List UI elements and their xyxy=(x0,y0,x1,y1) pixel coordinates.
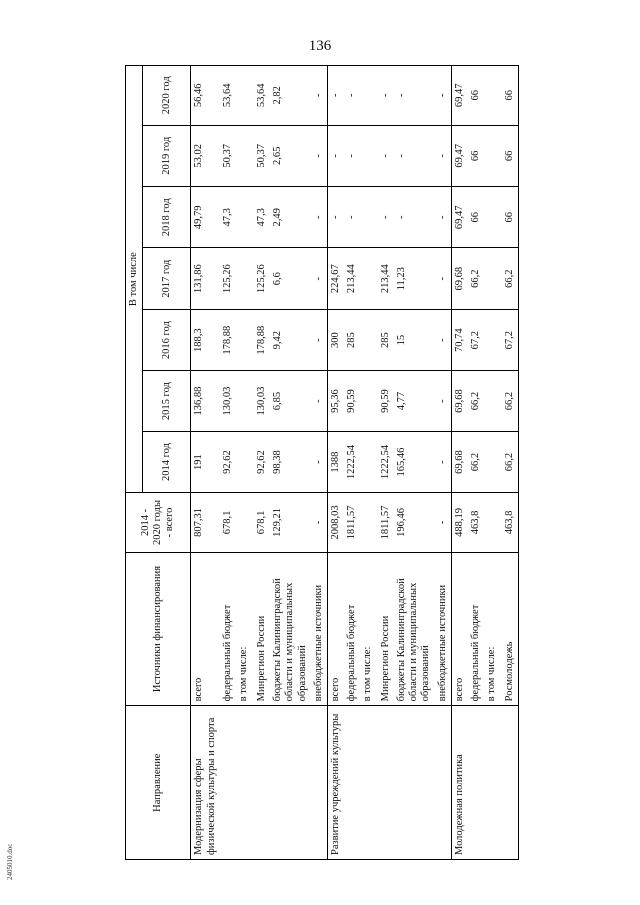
value-cell: 70,74 xyxy=(451,309,468,370)
value-cell: 47,3 xyxy=(220,187,236,248)
value-cell xyxy=(236,309,254,370)
table-row xyxy=(327,66,344,860)
value-cell: - xyxy=(344,66,360,126)
value-cell: 66,2 xyxy=(502,248,519,309)
value-cell: 129,21 xyxy=(270,493,310,552)
value-cell: 131,86 xyxy=(191,248,221,309)
header-year: 2014 год xyxy=(143,431,191,492)
value-cell: 125,26 xyxy=(220,248,236,309)
direction-cell xyxy=(435,706,452,860)
direction-cell xyxy=(270,706,310,860)
value-cell xyxy=(236,431,254,492)
value-cell: - xyxy=(435,66,452,126)
header-including: В том числе xyxy=(126,66,143,493)
value-cell xyxy=(236,248,254,309)
value-cell: 66,2 xyxy=(502,371,519,431)
value-cell: - xyxy=(311,66,328,126)
value-cell: 4,77 xyxy=(394,371,434,431)
header-year: 2017 год xyxy=(143,248,191,309)
value-cell: 69,68 xyxy=(451,431,468,492)
table-row xyxy=(468,66,484,860)
table-row xyxy=(344,66,360,860)
value-cell: - xyxy=(327,125,344,186)
rotated-table-container xyxy=(125,65,640,860)
value-cell: 53,02 xyxy=(191,125,221,186)
direction-cell xyxy=(220,706,236,860)
value-cell: 98,38 xyxy=(270,431,310,492)
source-cell: федеральный бюджет xyxy=(220,552,236,706)
value-cell: - xyxy=(435,248,452,309)
direction-cell xyxy=(394,706,434,860)
table-row xyxy=(191,66,221,860)
value-cell: 6,6 xyxy=(270,248,310,309)
value-cell xyxy=(236,371,254,431)
value-cell: 95,36 xyxy=(327,371,344,431)
table-row xyxy=(502,66,519,860)
value-cell: 488,19 xyxy=(451,493,468,552)
direction-cell xyxy=(254,706,270,860)
value-cell: 66 xyxy=(502,66,519,126)
source-cell: Росмолодежь xyxy=(502,552,519,706)
footer-doc-code: 2405010.doc xyxy=(6,843,14,880)
value-cell: 50,37 xyxy=(254,125,270,186)
value-cell xyxy=(484,66,502,126)
value-cell: - xyxy=(435,493,452,552)
header-year: 2016 год xyxy=(143,309,191,370)
table-row xyxy=(236,66,254,860)
value-cell: 69,47 xyxy=(451,125,468,186)
table-body xyxy=(191,66,519,860)
value-cell: 136,88 xyxy=(191,371,221,431)
value-cell: 90,59 xyxy=(344,371,360,431)
value-cell: 2,65 xyxy=(270,125,310,186)
source-cell: в том числе: xyxy=(360,552,378,706)
value-cell xyxy=(360,493,378,552)
value-cell: 49,79 xyxy=(191,187,221,248)
header-total: 2014 - 2020 годы - всего xyxy=(126,493,191,552)
source-cell: Минрегион России xyxy=(378,552,394,706)
value-cell: - xyxy=(311,493,328,552)
header-year: 2019 год xyxy=(143,125,191,186)
value-cell: 130,03 xyxy=(254,371,270,431)
table-row xyxy=(451,66,468,860)
value-cell: 463,8 xyxy=(468,493,484,552)
header-year: 2020 год xyxy=(143,66,191,126)
source-cell: бюджеты Калининградской области и муниципальных образований xyxy=(394,552,434,706)
value-cell xyxy=(360,309,378,370)
value-cell: 213,44 xyxy=(378,248,394,309)
value-cell: 67,2 xyxy=(468,309,484,370)
value-cell: 178,88 xyxy=(254,309,270,370)
value-cell xyxy=(484,371,502,431)
value-cell: 67,2 xyxy=(502,309,519,370)
direction-cell: Молодежная политика xyxy=(451,706,468,860)
value-cell xyxy=(484,493,502,552)
value-cell: - xyxy=(435,309,452,370)
value-cell: 285 xyxy=(344,309,360,370)
value-cell: 92,62 xyxy=(220,431,236,492)
table-row xyxy=(220,66,236,860)
value-cell xyxy=(236,125,254,186)
value-cell: - xyxy=(394,187,434,248)
direction-cell xyxy=(468,706,484,860)
direction-cell xyxy=(484,706,502,860)
value-cell xyxy=(360,125,378,186)
source-cell: Минрегион России xyxy=(254,552,270,706)
value-cell: - xyxy=(378,187,394,248)
value-cell: 188,3 xyxy=(191,309,221,370)
value-cell xyxy=(236,66,254,126)
value-cell: 69,47 xyxy=(451,187,468,248)
source-cell: всего xyxy=(327,552,344,706)
value-cell xyxy=(484,431,502,492)
value-cell: 53,64 xyxy=(220,66,236,126)
value-cell: 1811,57 xyxy=(378,493,394,552)
value-cell: 130,03 xyxy=(220,371,236,431)
table-row xyxy=(360,66,378,860)
value-cell: 92,62 xyxy=(254,431,270,492)
value-cell: 1388 xyxy=(327,431,344,492)
value-cell: - xyxy=(311,309,328,370)
direction-cell xyxy=(236,706,254,860)
value-cell: 15 xyxy=(394,309,434,370)
value-cell xyxy=(360,248,378,309)
table-row xyxy=(394,66,434,860)
source-cell: всего xyxy=(191,552,221,706)
value-cell: 2,49 xyxy=(270,187,310,248)
value-cell: - xyxy=(327,187,344,248)
value-cell: - xyxy=(378,125,394,186)
value-cell: 66 xyxy=(468,66,484,126)
value-cell: 1222,54 xyxy=(378,431,394,492)
direction-cell xyxy=(311,706,328,860)
value-cell xyxy=(484,309,502,370)
header-year: 2018 год xyxy=(143,187,191,248)
value-cell: - xyxy=(344,187,360,248)
value-cell: 1222,54 xyxy=(344,431,360,492)
value-cell: 9,42 xyxy=(270,309,310,370)
value-cell xyxy=(360,66,378,126)
value-cell: 66 xyxy=(502,187,519,248)
direction-cell xyxy=(360,706,378,860)
value-cell: 1811,57 xyxy=(344,493,360,552)
direction-cell xyxy=(502,706,519,860)
direction-cell: Развитие учреждений культуры xyxy=(327,706,344,860)
value-cell: 66 xyxy=(468,187,484,248)
page-number: 136 xyxy=(308,38,332,54)
value-cell: 56,46 xyxy=(191,66,221,126)
value-cell: 178,88 xyxy=(220,309,236,370)
source-cell: всего xyxy=(451,552,468,706)
table-row xyxy=(254,66,270,860)
value-cell: 6,85 xyxy=(270,371,310,431)
value-cell: 11,23 xyxy=(394,248,434,309)
value-cell xyxy=(484,187,502,248)
value-cell: 69,47 xyxy=(451,66,468,126)
direction-cell xyxy=(344,706,360,860)
value-cell: 66,2 xyxy=(468,371,484,431)
value-cell: 678,1 xyxy=(254,493,270,552)
header-source: Источники финансирования xyxy=(126,552,191,706)
value-cell: - xyxy=(435,371,452,431)
value-cell: 224,67 xyxy=(327,248,344,309)
value-cell: 69,68 xyxy=(451,371,468,431)
value-cell xyxy=(484,248,502,309)
value-cell: - xyxy=(311,125,328,186)
value-cell: - xyxy=(327,66,344,126)
source-cell: внебюджетные источники xyxy=(435,552,452,706)
value-cell: 807,31 xyxy=(191,493,221,552)
source-cell: федеральный бюджет xyxy=(468,552,484,706)
table-row xyxy=(435,66,452,860)
source-cell: в том числе: xyxy=(484,552,502,706)
value-cell: - xyxy=(394,125,434,186)
value-cell: 66 xyxy=(502,125,519,186)
financing-table xyxy=(125,65,519,860)
table-row xyxy=(311,66,328,860)
value-cell: - xyxy=(435,125,452,186)
source-cell: в том числе: xyxy=(236,552,254,706)
source-cell: федеральный бюджет xyxy=(344,552,360,706)
header-direction: Направление xyxy=(126,706,191,860)
value-cell: - xyxy=(311,187,328,248)
value-cell: 66,2 xyxy=(502,431,519,492)
value-cell: 125,26 xyxy=(254,248,270,309)
value-cell: 66,2 xyxy=(468,431,484,492)
value-cell: 2,82 xyxy=(270,66,310,126)
value-cell: 165,46 xyxy=(394,431,434,492)
value-cell: 69,68 xyxy=(451,248,468,309)
value-cell: 678,1 xyxy=(220,493,236,552)
direction-cell xyxy=(378,706,394,860)
value-cell: 285 xyxy=(378,309,394,370)
value-cell xyxy=(236,493,254,552)
value-cell: 50,37 xyxy=(220,125,236,186)
value-cell: - xyxy=(435,187,452,248)
value-cell: - xyxy=(344,125,360,186)
source-cell: внебюджетные источники xyxy=(311,552,328,706)
value-cell: - xyxy=(435,431,452,492)
value-cell: 191 xyxy=(191,431,221,492)
value-cell: 66,2 xyxy=(468,248,484,309)
source-cell: бюджеты Калининградской области и муниципальных образований xyxy=(270,552,310,706)
value-cell: - xyxy=(394,66,434,126)
value-cell: 47,3 xyxy=(254,187,270,248)
value-cell: 463,8 xyxy=(502,493,519,552)
value-cell: 300 xyxy=(327,309,344,370)
value-cell: - xyxy=(311,431,328,492)
value-cell: 53,64 xyxy=(254,66,270,126)
value-cell: - xyxy=(378,66,394,126)
value-cell: 2008,03 xyxy=(327,493,344,552)
value-cell xyxy=(236,187,254,248)
value-cell: 213,44 xyxy=(344,248,360,309)
value-cell xyxy=(484,125,502,186)
value-cell xyxy=(360,187,378,248)
table-row xyxy=(378,66,394,860)
table-row xyxy=(484,66,502,860)
value-cell: 90,59 xyxy=(378,371,394,431)
value-cell: - xyxy=(311,248,328,309)
value-cell xyxy=(360,431,378,492)
value-cell xyxy=(360,371,378,431)
value-cell: 66 xyxy=(468,125,484,186)
direction-cell: Модернизация сферы физической культуры и спорта xyxy=(191,706,221,860)
header-year: 2015 год xyxy=(143,371,191,431)
value-cell: - xyxy=(311,371,328,431)
table-row xyxy=(270,66,310,860)
value-cell: 196,46 xyxy=(394,493,434,552)
